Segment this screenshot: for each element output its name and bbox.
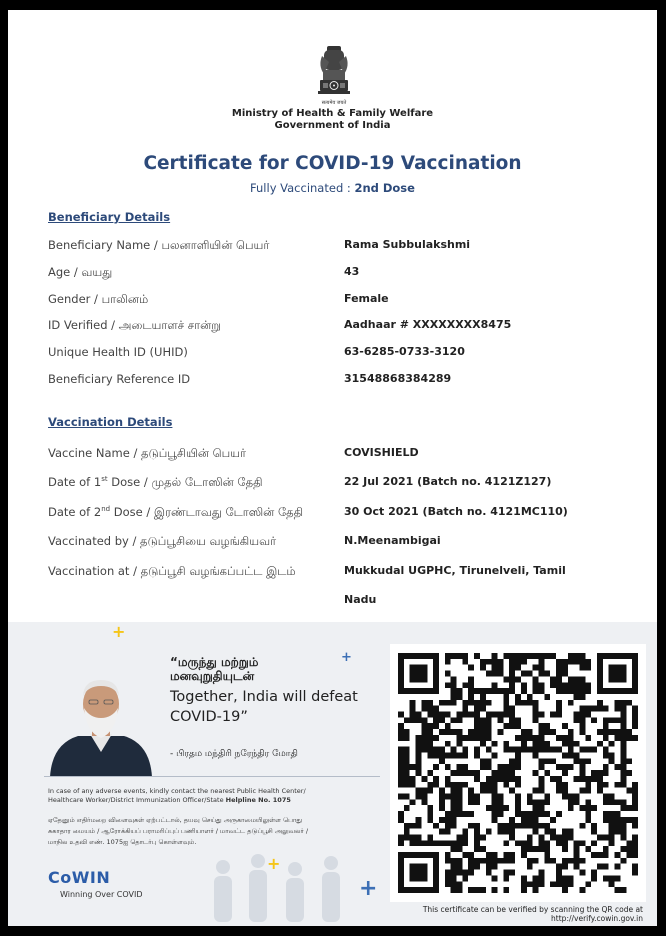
uhid-row [48, 345, 628, 365]
field-label: Unique Health ID (UHID) [48, 345, 188, 359]
campaign-quote [170, 655, 358, 727]
field-label: ID Verified / அடையாளச் சான்று [48, 318, 221, 332]
plus-decoration-icon: + [267, 854, 281, 873]
field-value: 22 Jul 2021 (Batch no. 4121Z127) [344, 475, 552, 488]
beneficiary-section-title: Beneficiary Details [48, 210, 171, 224]
field-label: Date of 1st Dose / முதல் டோஸின் தேதி [48, 475, 263, 489]
plus-decoration-icon: + [112, 622, 126, 641]
field-value: 43 [344, 265, 360, 278]
quote-english: Together, India will defeat COVID-19” [170, 689, 358, 725]
cowin-tagline: Winning Over COVID [60, 890, 143, 899]
quote-attribution: - பிரதம மந்திரி நரேந்திர மோதி [170, 749, 298, 759]
field-value: 63-6285-0733-3120 [344, 345, 465, 358]
field-label: Age / வயது [48, 265, 113, 279]
quote-tamil-line: மனவுறுதியுடன் [170, 669, 255, 683]
beneficiary-name-row [48, 238, 628, 258]
plus-decoration-icon: + [341, 650, 352, 665]
vaccination-certificate [8, 10, 657, 926]
field-value: N.Meenambigai [344, 534, 441, 547]
field-label: Vaccination at / தடுப்பூசி வழங்கப்பட்ட இடம் [48, 564, 296, 578]
government-name: Government of India [274, 120, 391, 131]
cowin-logo: CoWIN [48, 868, 111, 887]
adverse-event-contact-tamil: ஏதேனும் எதிர்மறை விளைவுகள் ஏற்பட்டால், தயவு செய்து அருகாமையிலுள்ள பொது சுகாதார மையம் / ஆரோக்கியப் பராமரிப்புப் பணியாளர் / மாவட்ட தடுப்பூசி அலுவலர் / மாநில உதவி எண். 1075ஐ தொடர்பு கொள்ளவும். [48, 816, 309, 846]
helpline-number: Helpline No. 1075 [225, 796, 291, 804]
age-row [48, 265, 628, 285]
qr-code-panel [390, 644, 646, 902]
field-value-continued: Nadu [344, 593, 377, 606]
field-value: Rama Subbulakshmi [344, 238, 471, 251]
qr-modules [398, 653, 638, 893]
emblem-motto: सत्यमेव जयते [321, 100, 347, 106]
field-value: 31548868384289 [344, 372, 452, 385]
ministry-name: Ministry of Health & Family Welfare [231, 108, 434, 119]
verification-url[interactable]: http://verify.cowin.gov.in [551, 914, 643, 923]
vaccination-status [8, 181, 657, 195]
certificate-title: Certificate for COVID-19 Vaccination [143, 153, 522, 174]
certificate-footer [8, 622, 657, 926]
field-label: Date of 2nd Dose / இரண்டாவது டோஸின் தேதி [48, 505, 304, 519]
field-label: Beneficiary Reference ID [48, 372, 191, 386]
divider [44, 776, 380, 777]
vaccination-section-title: Vaccination Details [48, 415, 173, 429]
field-label: Gender / பாலினம் [48, 292, 149, 306]
field-value: Female [344, 292, 389, 305]
status-dose: 2nd Dose [354, 181, 415, 195]
second-dose-row [48, 505, 628, 525]
field-value: Mukkudal UGPHC, Tirunelveli, Tamil [344, 564, 566, 577]
first-dose-row [48, 475, 628, 495]
field-value: COVISHIELD [344, 446, 419, 459]
verification-note: This certificate can be verified by scanning the QR code at http://verify.cowin.gov.in [422, 905, 643, 923]
vaccinated-by-row [48, 534, 628, 554]
reference-id-row [48, 372, 628, 392]
field-label: Vaccine Name / தடுப்பூசியின் பெயர் [48, 446, 247, 460]
field-label: Vaccinated by / தடுப்பூசியை வழங்கியவர் [48, 534, 277, 548]
plus-decoration-icon: + [359, 876, 378, 901]
healthcare-workers-illustration [203, 847, 373, 922]
field-label: Beneficiary Name / பலனாளியின் பெயர் [48, 238, 270, 252]
adverse-event-contact: In case of any adverse events, kindly contact the nearest Public Health Center/ Healthcare Worker/District Immunization Officer/State Helpline No. 1075 [48, 787, 306, 804]
national-emblem-icon [314, 44, 354, 112]
status-prefix: Fully Vaccinated : [250, 181, 355, 195]
gender-row [48, 292, 628, 312]
vaccination-at-row [48, 564, 628, 604]
quote-tamil-line: “மருந்து மற்றும் [170, 655, 259, 669]
prime-minister-portrait [48, 672, 154, 777]
field-value: Aadhaar # XXXXXXXX8475 [344, 318, 512, 331]
id-verified-row [48, 318, 628, 338]
verification-qr-code[interactable] [398, 652, 638, 894]
issuer-block [8, 108, 657, 132]
vaccine-name-row [48, 446, 628, 466]
field-value: 30 Oct 2021 (Batch no. 4121MC110) [344, 505, 568, 518]
